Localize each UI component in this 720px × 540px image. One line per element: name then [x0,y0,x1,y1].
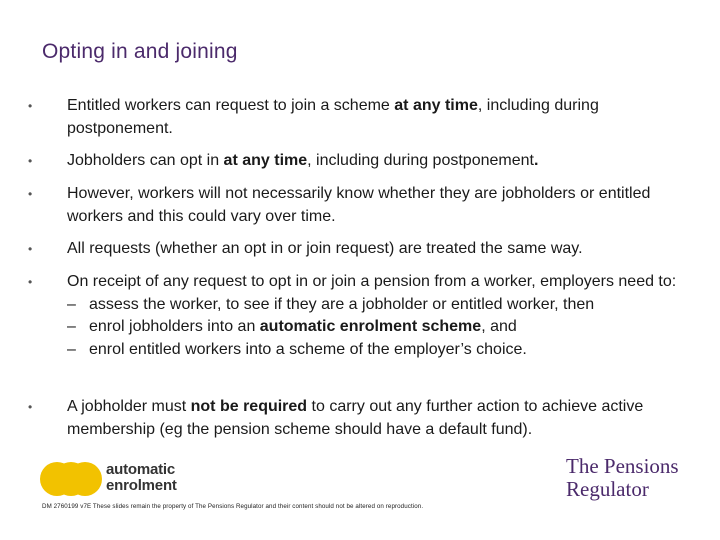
text-run: , including during postponement [307,152,534,169]
text-run: to carry out any further action to achieve active membership (eg the pension scheme should have a default fund). [67,398,644,438]
bullet-text [67,271,677,361]
text-run: , including during postponement. [67,97,599,137]
text-run: . [533,152,539,169]
pensions-regulator-logo [566,455,679,501]
slide-title: Opting in and joining [42,40,238,63]
text-run: assess the worker, to see if they are a jobholder or entitled worker, then [89,295,595,313]
text-run: automatic enrolment scheme [259,318,482,335]
dash-icon: – [67,340,76,358]
sub-bullet-item [67,316,677,339]
text-run: A jobholder must [67,398,191,415]
text-run: enrol jobholders into an [89,318,260,335]
text-run: , and [481,318,517,335]
logo-line-1: automatic [106,461,176,478]
text-run: However, workers will not necessarily know whether they are jobholders or entitled workers and this could vary over time. [67,185,651,225]
dash-icon: – [67,295,76,313]
regulator-line-1: The Pensions [566,454,679,478]
bullet-icon: • [28,99,33,113]
disclaimer-text: DM 2760199 v7E These slides remain the property of The Pensions Regulator and their content should not be altered on reproduction. [42,503,424,510]
sub-bullet-item [67,294,677,317]
logo-line-2: enrolment [106,477,177,494]
logo-circle-icon [68,462,102,496]
bullet-icon: • [28,242,33,256]
bullet-icon: • [28,275,33,289]
automatic-enrolment-logo [40,460,190,500]
logo-circles-icon [40,462,108,498]
text-run: Entitled workers can request to join a scheme [67,97,395,114]
dash-icon: – [67,318,76,335]
sub-bullet-item [67,339,677,362]
bullet-text [67,95,677,140]
text-run: Jobholders can opt in [67,152,224,169]
bullet-text [67,150,677,173]
bullet-text [67,183,677,228]
text-run: not be required [190,398,308,415]
logo-wordmark [106,462,177,494]
text-run: On receipt of any request to opt in or join a pension from a worker, employers need to: [67,273,677,290]
text-run: All requests (whether an opt in or join request) are treated the same way. [67,240,583,257]
regulator-line-2: Regulator [566,477,649,501]
bullet-text [67,238,677,261]
bullet-icon: • [28,154,33,168]
text-run: at any time [394,97,478,114]
bullet-icon: • [28,187,33,201]
text-run: at any time [223,152,308,169]
bullet-text [67,396,677,441]
text-run: enrol entitled workers into a scheme of the employer’s choice. [89,340,527,358]
bullet-icon: • [28,400,33,414]
